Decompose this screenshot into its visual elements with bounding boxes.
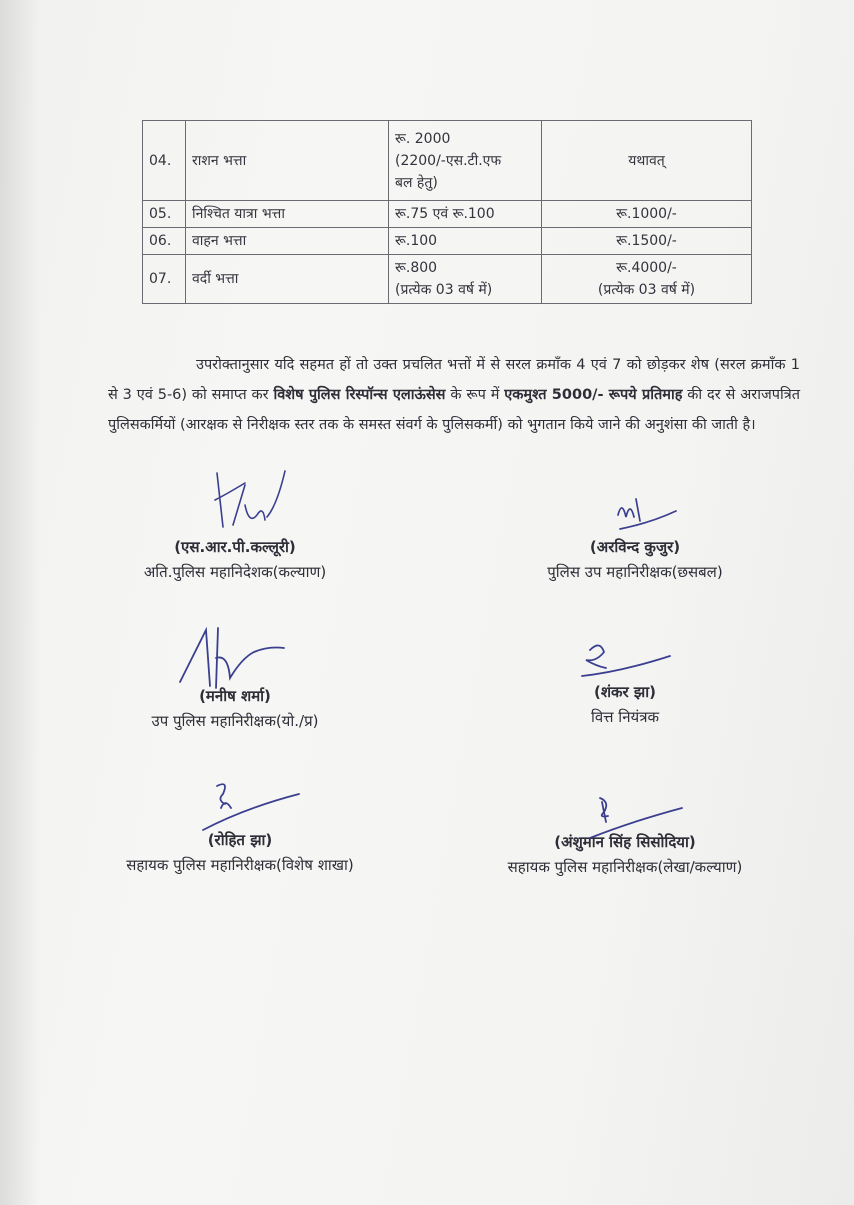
signatory-block: [500, 636, 750, 730]
paragraph-text: के रूप में: [445, 386, 505, 403]
handwritten-signature: [600, 495, 690, 535]
signatory-designation: वित्त नियंत्रक: [590, 708, 660, 726]
table-row: [143, 201, 752, 228]
signatory-name: (रोहित झा): [207, 831, 273, 849]
row-number: 06.: [143, 228, 186, 255]
proposed-rate-line: रू.1000/-: [616, 206, 677, 222]
current-rate-line: (प्रत्येक 03 वर्ष में): [395, 282, 493, 298]
signatory-block: [110, 465, 360, 585]
signatory-block: [110, 618, 360, 734]
table-row: [143, 121, 752, 201]
row-number: 07.: [143, 255, 186, 304]
table-row: [143, 255, 752, 304]
paragraph-text: की दर से अराजपत्रित पुलिसकर्मियों (आरक्षक से निरीक्षक स्तर तक के समस्त संवर्ग के पुलिसकर्मी) को भुगतान किये जाने की अनुशंसा की जाती है।: [108, 386, 800, 433]
proposed-rate-line: यथावत्: [628, 152, 665, 169]
signatory-block: [470, 792, 780, 880]
current-rate-line: रू. 2000: [395, 130, 451, 147]
signatory-name: (अरविन्द कुजुर): [589, 538, 681, 556]
row-number: 04.: [143, 121, 186, 201]
signatory-block: [105, 778, 375, 878]
page-edge-shadow: [0, 0, 40, 1205]
handwritten-signature: [570, 792, 690, 842]
signatory-block: [510, 495, 760, 585]
proposed-rate: [542, 121, 752, 201]
proposed-rate: [542, 228, 752, 255]
signatory-designation: सहायक पुलिस महानिरीक्षक(लेखा/कल्याण): [507, 858, 743, 876]
signatory-name: (एस.आर.पी.कल्लूरी): [174, 538, 296, 556]
proposed-rate-line: (प्रत्येक 03 वर्ष में): [597, 282, 696, 298]
signatory-designation: पुलिस उप महानिरीक्षक(छसबल): [547, 563, 723, 581]
handwritten-signature: [172, 618, 292, 690]
proposed-rate-line: रू.1500/-: [616, 233, 677, 249]
allowance-name: वाहन भत्ता: [186, 228, 389, 255]
current-rate: [389, 228, 542, 255]
current-rate: [389, 255, 542, 304]
allowance-title: विशेष पुलिस रिस्पॉन्स एलाऊंसेस: [273, 386, 446, 403]
signatory-designation: सहायक पुलिस महानिरीक्षक(विशेष शाखा): [126, 856, 354, 874]
current-rate: [389, 121, 542, 201]
signatory-name: (अंशुमान सिंह सिसोदिया): [554, 833, 696, 851]
proposed-rate: [542, 201, 752, 228]
allowance-table: [142, 120, 752, 304]
signatory-designation: उप पुलिस महानिरीक्षक(यो./प्र): [151, 712, 319, 730]
current-rate-line: रू.75 एवं रू.100: [395, 206, 495, 222]
table-row: [143, 228, 752, 255]
lump-sum-amount: एकमुश्त 5000/- रूपये प्रतिमाह: [504, 386, 683, 403]
handwritten-signature: [570, 636, 680, 682]
proposed-rate: [542, 255, 752, 304]
proposed-rate-line: रू.4000/-: [616, 260, 677, 276]
current-rate-line: रू.800: [395, 260, 438, 276]
allowance-name: वर्दी भत्ता: [186, 255, 389, 304]
current-rate: [389, 201, 542, 228]
handwritten-signature: [195, 778, 305, 834]
allowance-name: राशन भत्ता: [186, 121, 389, 201]
row-number: 05.: [143, 201, 186, 228]
current-rate-line: रू.100: [395, 233, 438, 249]
signatory-name: (शंकर झा): [593, 683, 656, 701]
signatory-designation: अति.पुलिस महानिदेशक(कल्याण): [143, 563, 327, 581]
recommendation-paragraph: [108, 350, 800, 440]
allowance-name: निश्चित यात्रा भत्ता: [186, 201, 389, 228]
current-rate-line: बल हेतु): [395, 174, 438, 191]
paragraph-text: उपरोक्तानुसार यदि सहमत हों तो उक्त प्रचलित भत्तों में से सरल क्रमाँक 4 एवं 7 को छोड़कर शेष (सरल क्रमाँक 1 से 3 एवं 5-6) को समाप्त कर: [108, 356, 800, 403]
signatory-name: (मनीष शर्मा): [199, 687, 271, 705]
current-rate-line: (2200/-एस.टी.एफ: [395, 152, 502, 169]
handwritten-signature: [205, 465, 295, 535]
